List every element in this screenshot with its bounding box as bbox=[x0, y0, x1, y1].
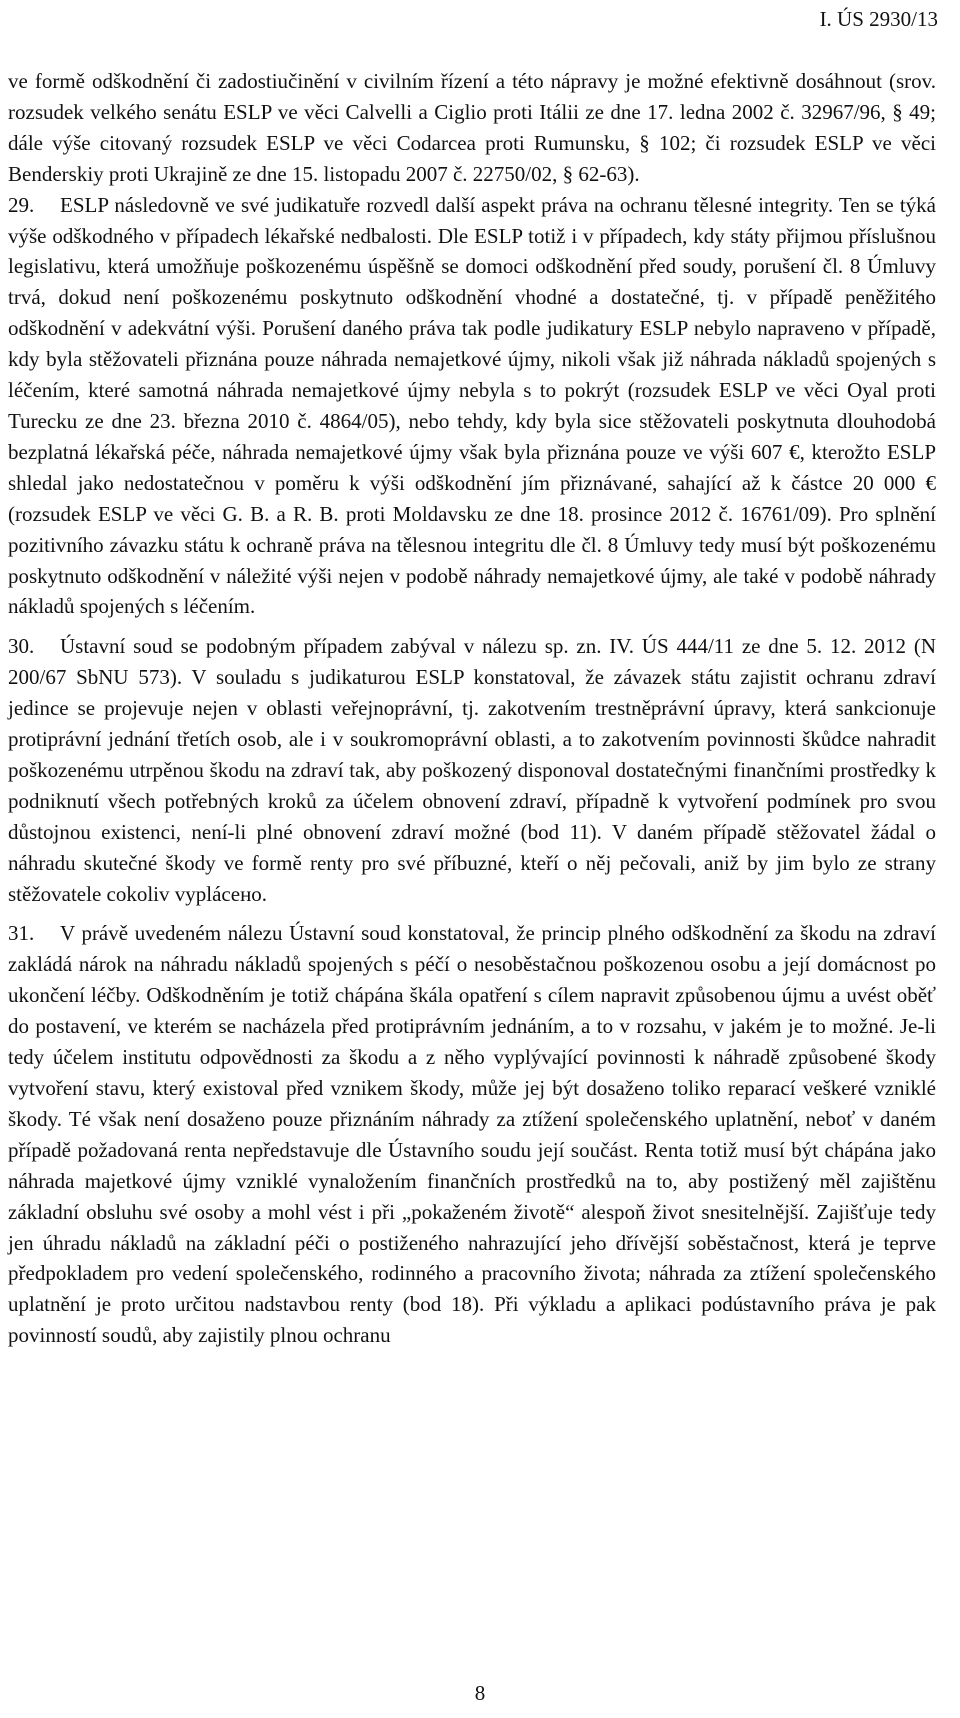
paragraph-text: ve formě odškodnění či zadostiučinění v civilním řízení a této nápravy je možné efektivně dosáhnout (srov. rozsudek velkého senátu ESLP ve věci Calvelli a Ciglio proti Itálii ze dne 17. ledna 2002 č. 32967/96, § 49; dále výše citovaný rozsudek ESLP ve věci Codarcea proti Rumunsku, § 102; či rozsudek ESLP ve věci Benderskiy proti Ukrajině ze dne 15. listopadu 2007 č. 22750/02, § 62-63). bbox=[8, 69, 936, 186]
paragraph-number: 30. bbox=[8, 634, 35, 659]
paragraph-text: ESLP následovně ve své judikatuře rozvedl další aspekt práva na ochranu tělesné integrity. Ten se týká výše odškodného v případech lékařské nedbalosti. Dle ESLP totiž i v případech, kdy státy přijmou příslušnou legislativu, která umožňuje poškozenému úspěšně se domoci odškodnění před soudy, porušení čl. 8 Úmluvy trvá, dokud není poškozenému poskytnuto odškodnění vhodné a dostatečné, tj. v případě peněžitého odškodnění v adekvátní výši. Porušení daného práva tak podle judikatury ESLP nebylo napraveno v případě, kdy byla stěžovateli přiznána pouze náhrada nemajetkové újmy, nikoli však již náhrada nákladů spojených s léčením, které samotná náhrada nemajetkové újmy nebyla s to pokrýt (rozsudek ESLP ve věci Oyal proti Turecku ze dne 23. března 2010 č. 4864/05), nebo tehdy, kdy byla sice stěžovateli poskytnuta dlouhodobá bezplatná lékařská péče, náhrada nemajetkové újmy však byla přiznána pouze ve výši 607 €, kterožto ESLP shledal jako nedostatečnou v poměru k výši odškodnění jím přiznávané, sahající až k částce 20 000 € (rozsudek ESLP ve věci G. B. a R. B. proti Moldavsku ze dne 18. prosince 2012 č. 16761/09). Pro splnění pozitivního závazku státu k ochraně práva na tělesnou integritu dle čl. 8 Úmluvy tedy musí být poškozenému poskytnuto odškodnění v náležité výši nejen v podobě náhrady nemajetkové újmy, ale také v podobě náhrady nákladů spojených s léčením. bbox=[8, 192, 936, 619]
paragraph-30 bbox=[8, 631, 936, 909]
paragraph-number: 29. bbox=[8, 192, 35, 217]
paragraph-continuation bbox=[8, 66, 936, 190]
paragraph-number: 31. bbox=[8, 921, 35, 946]
paragraph-text: V právě uvedeném nálezu Ústavní soud konstatoval, že princip plného odškodnění za škodu na zdraví zakládá nárok na náhradu nákladů spojených s péčí o nesoběstačnou poškozenou osobu a její domácnost po ukončení léčby. Odškodněním je totiž chápána škála opatření s cílem napravit způsobenou újmu a uvést oběť do postavení, ve kterém se nacházela před protiprávním jednáním, a to v rozsahu, v jakém je to možné. Je-li tedy účelem institutu odpovědnosti za škodu a z něho vyplývající povinnosti k náhradě způsobené škody vytvoření stavu, který existoval před vznikem škody, může jej být dosaženo toliko reparací veškeré vzniklé škody. Té však není dosaženo pouze přiznáním náhrady za ztížení společenského uplatnění, neboť v daném případě požadovaná renta nepředstavuje dle Ústavního soudu její součást. Renta totiž musí být chápána jako náhrada majetkové újmy vzniklé vynaložením finančních prostředků na to, aby postižený měl zajištěnu základní obsluhu své osoby a mohl vést i při „pokaženém životě“ alespoň život snesitelnější. Zajišťuje tedy jen úhradu nákladů na základní péči o postiženého nahrazující jeho dřívější soběstačnost, která je teprve předpokladem pro vedení společenského, rodinného a pracovního života; náhrada za ztížení společenského uplatnění je proto určitou nadstavbou renty (bod 18). Při výkladu a aplikaci podústavního práva je pak povinností soudů, aby zajistily plnou ochranu bbox=[8, 921, 936, 1348]
paragraph-29 bbox=[8, 190, 936, 623]
page-number: 8 bbox=[474, 1681, 486, 1705]
paragraph-text: Ústavní soud se podobným případem zabýval v nálezu sp. zn. IV. ÚS 444/11 ze dne 5. 12. 2012 (N 200/67 SbNU 573). V souladu s judikaturou ESLP konstatoval, že závazek státu zajistit ochranu zdraví jedince se projevuje nejen v oblasti veřejnoprávní, tj. zakotvením trestněprávní úpravy, která sankcionuje protiprávní jednání třetích osob, ale i v soukromoprávní oblasti, a to zakotvením povinnosti škůdce nahradit poškozenému utrpěnou škodu na zdraví tak, aby poškozený disponoval dostatečnými finančními prostředky k podniknutí všech potřebných kroků za účelem obnovení zdraví, případně k vytvoření podmínek pro svou důstojnou existenci, není-li plné obnovení zdraví možné (bod 11). V daném případě stěžovatel žádal o náhradu skutečné škody ve formě renty pro své příbuzné, kteří o něj pečovali, aniž by jim bylo ze strany stěžovatele cokoliv vyplácено. bbox=[8, 634, 936, 906]
case-number-header: I. ÚS 2930/13 bbox=[819, 7, 938, 31]
document-body bbox=[8, 66, 936, 1351]
paragraph-31 bbox=[8, 918, 936, 1351]
